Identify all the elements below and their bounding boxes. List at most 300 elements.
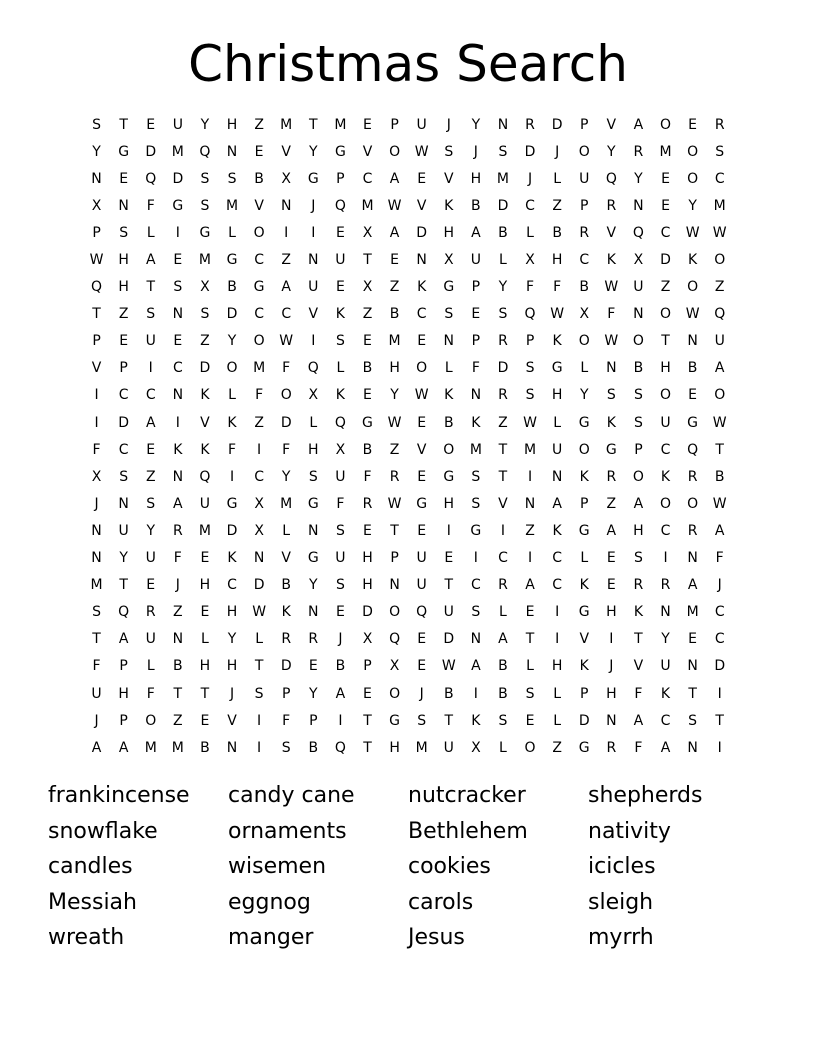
grid-letter: G bbox=[687, 414, 699, 431]
grid-letter: E bbox=[363, 387, 372, 404]
grid-letter: S bbox=[444, 306, 454, 323]
grid-letter: D bbox=[280, 414, 292, 431]
grid-letter: H bbox=[362, 577, 373, 594]
grid-letter: U bbox=[335, 468, 346, 485]
grid-letter: Y bbox=[146, 522, 156, 539]
grid-letter: N bbox=[606, 360, 617, 377]
grid-letter: Y bbox=[390, 387, 399, 404]
grid-letter: W bbox=[279, 333, 294, 350]
grid-letter: N bbox=[551, 468, 563, 485]
grid-letter: U bbox=[172, 116, 183, 133]
grid-letter: U bbox=[335, 550, 346, 567]
grid-letter: B bbox=[633, 360, 644, 377]
grid-letter: X bbox=[443, 252, 454, 269]
grid-letter: E bbox=[146, 577, 156, 594]
grid-letter: P bbox=[281, 685, 291, 702]
grid-letter: E bbox=[363, 333, 372, 350]
grid-letter: L bbox=[228, 387, 236, 404]
grid-letter: U bbox=[443, 739, 454, 756]
grid-letter: Z bbox=[200, 333, 210, 350]
word-list-item: shepherds bbox=[588, 783, 703, 808]
grid-letter: X bbox=[335, 441, 346, 458]
grid-letter: Y bbox=[119, 550, 128, 567]
grid-letter: Z bbox=[173, 712, 183, 729]
grid-letter: F bbox=[715, 550, 724, 567]
grid-row bbox=[83, 653, 734, 680]
grid-letter: W bbox=[414, 143, 429, 160]
grid-letter: C bbox=[660, 224, 671, 241]
word-list-item: manger bbox=[228, 925, 314, 950]
grid-letter: G bbox=[605, 441, 617, 458]
grid-letter: O bbox=[145, 712, 157, 729]
word-list-item: Bethlehem bbox=[408, 818, 528, 844]
grid-letter: J bbox=[473, 143, 478, 160]
grid-letter: U bbox=[579, 170, 590, 187]
grid-letter: I bbox=[527, 550, 533, 567]
grid-letter: B bbox=[498, 658, 508, 675]
grid-letter: X bbox=[362, 631, 373, 648]
grid-letter: I bbox=[94, 414, 99, 431]
grid-letter: E bbox=[335, 279, 345, 296]
grid-letter: T bbox=[92, 306, 101, 323]
grid-letter: Y bbox=[309, 143, 318, 160]
grid-letter: I bbox=[446, 522, 451, 539]
grid-letter: H bbox=[633, 522, 644, 539]
word-list bbox=[48, 778, 768, 956]
grid-letter: Q bbox=[118, 604, 130, 621]
grid-letter: N bbox=[633, 306, 644, 323]
grid-letter: G bbox=[118, 143, 130, 160]
grid-letter: A bbox=[498, 631, 508, 648]
grid-letter: K bbox=[417, 279, 427, 296]
grid-letter: O bbox=[443, 441, 455, 458]
grid-letter: Y bbox=[688, 197, 697, 214]
grid-letter: K bbox=[281, 604, 291, 621]
grid-letter: W bbox=[89, 252, 104, 269]
grid-letter: Z bbox=[714, 279, 725, 296]
grid-letter: I bbox=[473, 685, 478, 702]
grid-letter: G bbox=[443, 468, 455, 485]
grid-letter: Y bbox=[634, 170, 643, 187]
grid-letter: R bbox=[525, 116, 535, 133]
grid-letter: R bbox=[498, 333, 508, 350]
grid-letter: U bbox=[416, 116, 427, 133]
grid-letter: E bbox=[335, 224, 345, 241]
grid-letter: V bbox=[416, 441, 427, 458]
grid-row bbox=[83, 138, 734, 165]
grid-letter: U bbox=[633, 279, 644, 296]
grid-letter: T bbox=[363, 739, 372, 756]
grid-letter: M bbox=[659, 143, 672, 160]
grid-letter: H bbox=[362, 550, 373, 567]
grid-letter: W bbox=[604, 333, 619, 350]
grid-letter: R bbox=[687, 522, 698, 539]
grid-letter: Z bbox=[173, 604, 183, 621]
grid-letter: B bbox=[498, 685, 508, 702]
grid-letter: C bbox=[552, 577, 563, 594]
grid-letter: A bbox=[118, 739, 129, 756]
grid-letter: I bbox=[663, 550, 668, 567]
grid-letter: I bbox=[555, 604, 560, 621]
grid-letter: W bbox=[387, 414, 402, 431]
grid-letter: P bbox=[336, 170, 345, 187]
grid-letter: Q bbox=[389, 631, 401, 648]
grid-letter: X bbox=[362, 224, 373, 241]
grid-letter: G bbox=[578, 739, 590, 756]
grid-letter: G bbox=[389, 712, 400, 729]
grid-letter: J bbox=[446, 116, 451, 133]
grid-letter: E bbox=[363, 116, 372, 133]
grid-letter: N bbox=[660, 604, 671, 621]
grid-letter: P bbox=[525, 333, 535, 350]
grid-letter: E bbox=[200, 604, 210, 621]
grid-letter: Y bbox=[309, 685, 318, 702]
grid-letter: P bbox=[309, 712, 318, 729]
grid-letter: U bbox=[660, 414, 671, 431]
grid-letter: U bbox=[145, 550, 156, 567]
grid-letter: M bbox=[144, 739, 157, 756]
grid-letter: D bbox=[172, 170, 184, 187]
grid-letter: B bbox=[227, 279, 237, 296]
grid-letter: C bbox=[660, 441, 671, 458]
grid-letter: S bbox=[633, 550, 643, 567]
grid-letter: E bbox=[525, 712, 535, 729]
grid-letter: B bbox=[362, 441, 373, 458]
grid-letter: L bbox=[526, 224, 534, 241]
grid-letter: U bbox=[470, 252, 481, 269]
grid-letter: F bbox=[92, 441, 101, 458]
grid-letter: X bbox=[579, 306, 590, 323]
grid-letter: I bbox=[257, 441, 262, 458]
grid-letter: T bbox=[688, 685, 697, 702]
grid-letter: Y bbox=[471, 116, 481, 133]
grid-row bbox=[83, 301, 734, 328]
grid-letter: Y bbox=[579, 387, 589, 404]
grid-letter: R bbox=[633, 577, 644, 594]
grid-letter: H bbox=[226, 658, 238, 675]
grid-letter: P bbox=[580, 116, 589, 133]
grid-letter: N bbox=[497, 116, 509, 133]
grid-letter: Y bbox=[281, 468, 291, 485]
grid-letter: Q bbox=[714, 306, 726, 323]
grid-letter: A bbox=[471, 658, 481, 675]
grid-letter: U bbox=[199, 495, 211, 512]
grid-letter: V bbox=[362, 143, 373, 160]
grid-letter: H bbox=[226, 116, 238, 133]
grid-row bbox=[83, 490, 734, 517]
grid-letter: I bbox=[94, 387, 99, 404]
grid-letter: M bbox=[524, 441, 537, 458]
grid-letter: X bbox=[91, 468, 102, 485]
grid-letter: E bbox=[200, 712, 210, 729]
grid-letter: A bbox=[633, 116, 644, 133]
grid-letter: G bbox=[226, 252, 238, 269]
grid-letter: F bbox=[92, 658, 101, 675]
grid-letter: F bbox=[227, 441, 237, 458]
grid-letter: Z bbox=[498, 414, 508, 431]
grid-letter: H bbox=[606, 604, 617, 621]
grid-letter: F bbox=[553, 279, 562, 296]
grid-letter: A bbox=[389, 224, 400, 241]
grid-letter: U bbox=[91, 685, 102, 702]
grid-letter: W bbox=[387, 495, 402, 512]
grid-letter: P bbox=[119, 658, 128, 675]
grid-letter: E bbox=[661, 170, 670, 187]
grid-letter: Q bbox=[145, 170, 157, 187]
grid-letter: G bbox=[551, 360, 563, 377]
grid-letter: D bbox=[524, 143, 536, 160]
grid-letter: E bbox=[173, 333, 183, 350]
grid-letter: F bbox=[282, 712, 291, 729]
grid-letter: X bbox=[362, 279, 373, 296]
grid-letter: W bbox=[712, 495, 727, 512]
grid-letter: Q bbox=[199, 468, 211, 485]
word-column bbox=[408, 778, 588, 956]
grid-letter: J bbox=[338, 631, 343, 648]
grid-letter: P bbox=[580, 495, 589, 512]
grid-letter: I bbox=[717, 739, 722, 756]
grid-letter: F bbox=[336, 495, 345, 512]
grid-letter: V bbox=[254, 197, 264, 214]
grid-letter: G bbox=[307, 495, 319, 512]
grid-letter: B bbox=[498, 224, 508, 241]
grid-letter: E bbox=[688, 387, 698, 404]
grid-letter: N bbox=[118, 495, 129, 512]
grid-letter: S bbox=[525, 685, 535, 702]
grid-letter: L bbox=[255, 631, 264, 648]
grid-letter: P bbox=[580, 685, 589, 702]
grid-row bbox=[83, 111, 734, 138]
grid-letter: V bbox=[579, 631, 590, 648]
grid-letter: N bbox=[172, 306, 184, 323]
grid-letter: N bbox=[172, 387, 184, 404]
grid-letter: B bbox=[714, 468, 725, 485]
grid-letter: X bbox=[254, 522, 264, 539]
grid-letter: O bbox=[660, 495, 672, 512]
word-column bbox=[228, 778, 408, 956]
word-list-item: ornaments bbox=[228, 818, 347, 844]
grid-row bbox=[83, 734, 734, 761]
grid-letter: W bbox=[523, 414, 537, 431]
word-list-item: myrrh bbox=[588, 925, 654, 950]
grid-letter: U bbox=[660, 658, 671, 675]
grid-letter: E bbox=[173, 252, 183, 269]
grid-letter: S bbox=[92, 116, 101, 133]
grid-letter: D bbox=[443, 631, 455, 648]
grid-letter: O bbox=[524, 739, 536, 756]
grid-letter: G bbox=[307, 550, 319, 567]
grid-letter: E bbox=[119, 170, 129, 187]
grid-letter: T bbox=[92, 631, 101, 648]
grid-letter: O bbox=[578, 441, 590, 458]
grid-letter: B bbox=[471, 197, 481, 214]
grid-letter: A bbox=[714, 522, 725, 539]
grid-letter: P bbox=[390, 550, 399, 567]
grid-letter: R bbox=[687, 468, 698, 485]
grid-letter: V bbox=[416, 197, 427, 214]
grid-row bbox=[83, 626, 734, 653]
grid-letter: Q bbox=[687, 441, 699, 458]
grid-letter: L bbox=[499, 604, 507, 621]
grid-letter: S bbox=[281, 739, 291, 756]
grid-letter: U bbox=[118, 522, 129, 539]
grid-letter: Z bbox=[145, 468, 156, 485]
grid-letter: U bbox=[416, 577, 427, 594]
grid-letter: Z bbox=[118, 306, 129, 323]
grid-letter: H bbox=[470, 170, 482, 187]
grid-letter: J bbox=[555, 143, 560, 160]
grid-letter: V bbox=[498, 495, 508, 512]
grid-letter: O bbox=[253, 333, 265, 350]
grid-letter: O bbox=[578, 333, 590, 350]
grid-letter: O bbox=[687, 279, 699, 296]
grid-letter: D bbox=[497, 360, 509, 377]
grid-letter: U bbox=[714, 333, 725, 350]
grid-row bbox=[83, 599, 734, 626]
grid-letter: N bbox=[524, 495, 536, 512]
grid-letter: P bbox=[119, 712, 128, 729]
grid-letter: C bbox=[470, 577, 481, 594]
grid-letter: V bbox=[281, 550, 291, 567]
grid-letter: S bbox=[498, 712, 508, 729]
grid-letter: C bbox=[281, 306, 292, 323]
grid-letter: Z bbox=[552, 197, 562, 214]
grid-letter: Z bbox=[362, 306, 373, 323]
grid-letter: D bbox=[362, 604, 373, 621]
grid-letter: V bbox=[606, 116, 617, 133]
grid-letter: B bbox=[579, 279, 590, 296]
grid-letter: I bbox=[338, 712, 343, 729]
grid-row bbox=[83, 680, 734, 707]
word-list-item: Jesus bbox=[408, 925, 465, 950]
grid-letter: B bbox=[443, 685, 454, 702]
grid-letter: L bbox=[553, 712, 562, 729]
grid-letter: W bbox=[712, 414, 727, 431]
grid-letter: C bbox=[498, 550, 508, 567]
grid-letter: Z bbox=[660, 279, 671, 296]
word-list-item: eggnog bbox=[228, 889, 311, 915]
grid-letter: Y bbox=[607, 143, 616, 160]
grid-letter: H bbox=[606, 685, 617, 702]
grid-letter: Q bbox=[416, 604, 428, 621]
grid-letter: S bbox=[200, 306, 210, 323]
grid-letter: K bbox=[660, 468, 671, 485]
grid-letter: N bbox=[687, 739, 698, 756]
grid-letter: I bbox=[175, 414, 180, 431]
grid-letter: Z bbox=[552, 739, 562, 756]
grid-letter: F bbox=[363, 468, 372, 485]
grid-letter: T bbox=[254, 658, 264, 675]
grid-letter: E bbox=[661, 197, 670, 214]
grid-letter: E bbox=[308, 658, 318, 675]
grid-letter: E bbox=[606, 577, 616, 594]
grid-letter: E bbox=[417, 414, 427, 431]
grid-letter: M bbox=[198, 252, 211, 269]
word-list-item: icicles bbox=[588, 854, 656, 879]
grid-letter: F bbox=[282, 441, 291, 458]
grid-letter: G bbox=[334, 143, 346, 160]
grid-letter: D bbox=[226, 306, 238, 323]
grid-letter: I bbox=[148, 360, 153, 377]
grid-letter: S bbox=[335, 577, 345, 594]
grid-letter: U bbox=[416, 550, 427, 567]
grid-letter: K bbox=[335, 306, 345, 323]
grid-letter: O bbox=[389, 604, 401, 621]
grid-letter: N bbox=[389, 577, 400, 594]
grid-row bbox=[83, 545, 734, 572]
grid-letter: V bbox=[91, 360, 102, 377]
grid-letter: I bbox=[257, 712, 262, 729]
grid-letter: E bbox=[146, 116, 156, 133]
grid-letter: S bbox=[173, 279, 183, 296]
grid-letter: N bbox=[606, 712, 617, 729]
grid-letter: R bbox=[606, 197, 617, 214]
grid-letter: F bbox=[146, 685, 155, 702]
grid-letter: C bbox=[227, 577, 237, 594]
grid-letter: O bbox=[687, 495, 699, 512]
grid-letter: N bbox=[91, 522, 102, 539]
grid-letter: V bbox=[443, 170, 454, 187]
grid-letter: S bbox=[525, 387, 535, 404]
grid-letter: W bbox=[414, 387, 429, 404]
grid-letter: T bbox=[146, 279, 156, 296]
grid-letter: G bbox=[578, 414, 590, 431]
grid-letter: A bbox=[633, 495, 644, 512]
grid-letter: O bbox=[416, 360, 428, 377]
grid-letter: D bbox=[660, 252, 671, 269]
grid-letter: Y bbox=[309, 577, 318, 594]
grid-letter: Z bbox=[389, 441, 400, 458]
grid-row bbox=[83, 165, 734, 192]
grid-letter: U bbox=[335, 252, 346, 269]
grid-letter: P bbox=[92, 224, 101, 241]
grid-letter: Z bbox=[606, 495, 617, 512]
grid-letter: T bbox=[309, 116, 318, 133]
word-list-item: wisemen bbox=[228, 854, 327, 879]
grid-letter: C bbox=[714, 631, 725, 648]
grid-letter: G bbox=[172, 197, 184, 214]
grid-letter: J bbox=[94, 495, 99, 512]
grid-letter: D bbox=[226, 522, 238, 539]
grid-letter: U bbox=[308, 279, 319, 296]
grid-letter: B bbox=[687, 360, 698, 377]
grid-letter: N bbox=[470, 631, 482, 648]
grid-row bbox=[83, 382, 734, 409]
grid-letter: H bbox=[551, 387, 563, 404]
grid-letter: N bbox=[280, 197, 292, 214]
grid-letter: E bbox=[417, 631, 427, 648]
grid-letter: M bbox=[361, 197, 374, 214]
grid-letter: F bbox=[146, 197, 155, 214]
grid-letter: G bbox=[578, 522, 590, 539]
grid-letter: K bbox=[335, 387, 345, 404]
grid-letter: H bbox=[443, 495, 455, 512]
grid-letter: F bbox=[526, 279, 535, 296]
grid-letter: A bbox=[145, 414, 156, 431]
grid-letter: Q bbox=[524, 306, 536, 323]
grid-row bbox=[83, 517, 734, 544]
grid-letter: O bbox=[280, 387, 292, 404]
grid-letter: D bbox=[118, 414, 130, 431]
grid-letter: A bbox=[173, 495, 183, 512]
grid-letter: H bbox=[389, 360, 400, 377]
grid-letter: H bbox=[551, 658, 563, 675]
grid-letter: W bbox=[441, 658, 456, 675]
grid-letter: S bbox=[119, 224, 129, 241]
grid-letter: W bbox=[387, 197, 402, 214]
grid-row bbox=[83, 328, 734, 355]
grid-letter: R bbox=[172, 522, 183, 539]
